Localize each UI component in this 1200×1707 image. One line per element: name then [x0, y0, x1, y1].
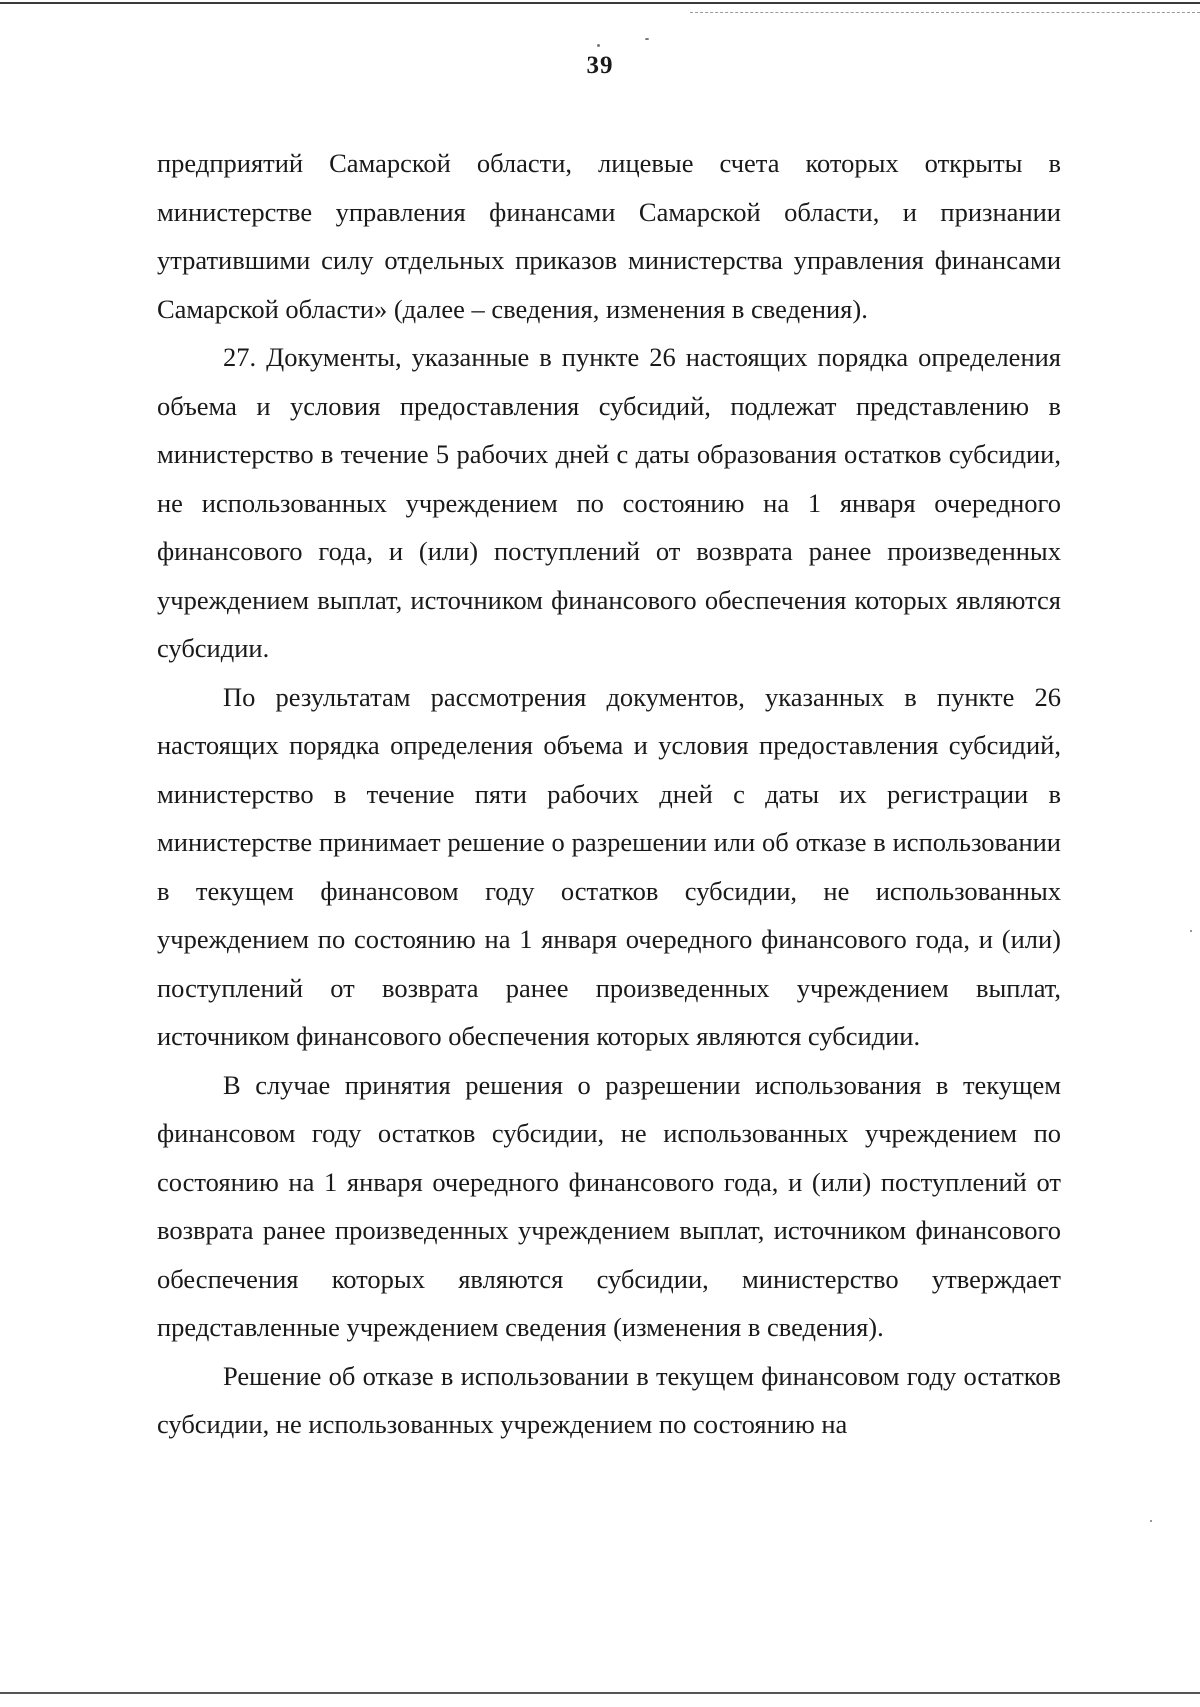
page-number: 39 — [586, 52, 614, 79]
paragraph-item-27: 27. Документы, указанные в пункте 26 настоящих порядка определения объема и условия предоставления субсидий, подлежат представлению в министерство в течение 5 рабочих дней с даты образования остатков субсидии, не использованных учреждением по состоянию на 1 января очередного финансового года, и (или) поступлений от возврата ранее произведенных учреждением выплат, источником финансового обеспечения которых являются субсидии. — [157, 342, 1061, 663]
scan-top-edge-shadow — [690, 12, 1200, 13]
scan-speck — [597, 44, 600, 47]
scan-speck — [1190, 930, 1192, 932]
scan-speck — [1150, 1520, 1152, 1522]
scan-top-edge — [0, 2, 1200, 4]
paragraph-approval-decision: В случае принятия решения о разрешении использования в текущем финансовом году остатков субсидии, не использованных учреждением по состоянию на 1 января очередного финансового года, и (или) поступлений от возврата ранее произведенных учреждением выплат, источником финансового обеспечения которых являются субсидии, министерство утверждает представленные учреждением сведения (изменения в сведения). — [157, 1069, 1061, 1342]
document-body — [157, 139, 1061, 1449]
paragraph-continuation: предприятий Самарской области, лицевые счета которых открыты в министерстве управления финансами Самарской области, и признании утратившими силу отдельных приказов министерства управления финансами Самарской области» (далее – сведения, изменения в сведения). — [157, 148, 1061, 324]
scan-speck — [645, 38, 649, 40]
scan-bottom-edge — [0, 1692, 1200, 1694]
paragraph-refusal-decision: Решение об отказе в использовании в текущем финансовом году остатков субсидии, не использованных учреждением по состоянию на — [157, 1360, 1061, 1439]
paragraph-review-results: По результатам рассмотрения документов, указанных в пункте 26 настоящих порядка определения объема и условия предоставления субсидий, министерство в течение пяти рабочих дней с даты их регистрации в министерстве принимает решение о разрешении или об отказе в использовании в текущем финансовом году остатков субсидии, не использованных учреждением по состоянию на 1 января очередного финансового года, и (или) поступлений от возврата ранее произведенных учреждением выплат, источником финансового обеспечения которых являются субсидии. — [157, 681, 1061, 1051]
